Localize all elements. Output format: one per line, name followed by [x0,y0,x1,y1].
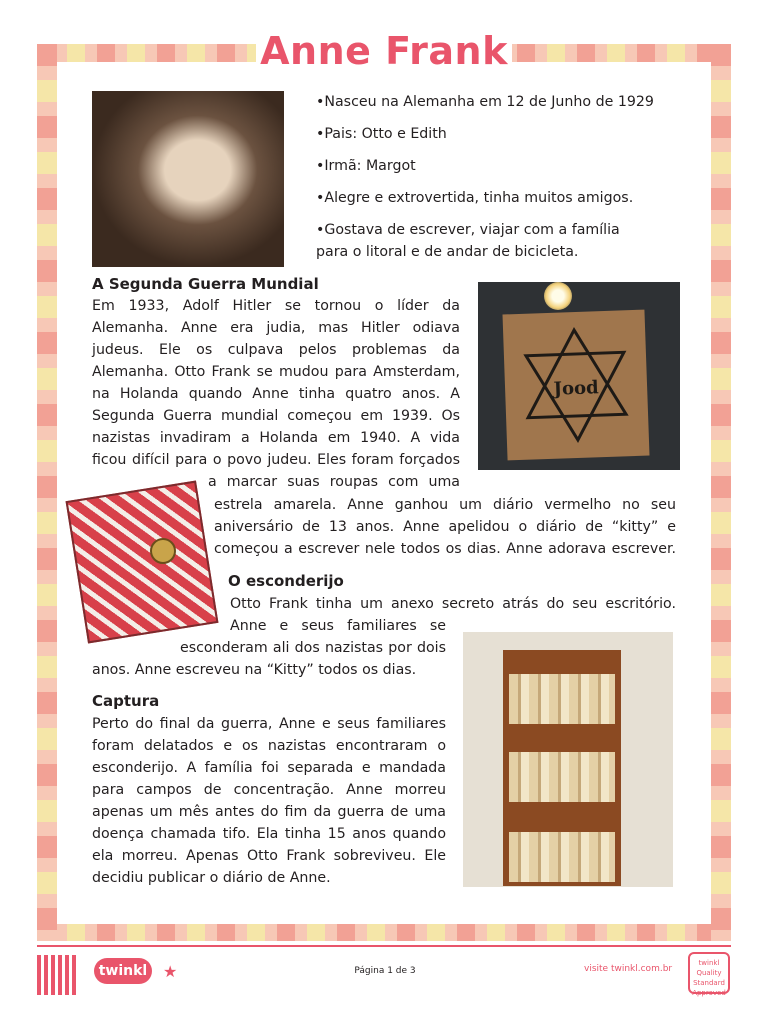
cloth-patch [502,310,649,461]
star-of-david-icon [502,310,649,461]
bullet-parents: •Pais: Otto e Edith [316,126,447,142]
capture-line: para campos de concentração. Anne morreu [92,782,446,798]
bullet-personality: •Alegre e extrovertida, tinha muitos amigos. [316,190,634,206]
page-title: Anne Frank [260,29,508,73]
footer-divider [37,945,731,947]
ww2-line: Segunda Guerra mundial começou em 1939. Os [92,408,460,424]
quality-badge-icon: twinkl Quality Standard Approved [688,952,730,994]
hiding-line: anos. Anne escreveu na “Kitty” todos os dias. [92,662,417,678]
visit-link[interactable]: visite twinkl.com.br [584,964,673,974]
book-row [509,832,615,882]
twinkl-logo[interactable]: twinkl [94,958,152,984]
capture-line: Perto do final da guerra, Anne e seus familiares [92,716,446,732]
heading-hiding-place: O esconderijo [228,572,344,590]
red-diary-image [66,481,219,644]
ww2-line: judeus. Ele os culpava pelos problemas da [92,342,460,358]
capture-line: doença chamada tifo. Ela tinha 15 anos quando [92,826,446,842]
title-box [256,28,512,74]
heading-ww2: A Segunda Guerra Mundial [92,275,319,293]
bookcase-photo [463,632,673,887]
ww2-line: começou a escrever nele todos os dias. Anne adorava escrever. [214,541,676,557]
decorative-border-left [37,44,57,941]
bullet-sister: •Irmã: Margot [316,158,416,174]
bullet-hobbies: •Gostava de escrever, viajar com a família [316,222,620,238]
hiding-line: Otto Frank tinha um anexo secreto atrás do seu escritório. [230,596,676,612]
book-row [509,752,615,802]
bullet-born: •Nasceu na Alemanha em 12 de Junho de 1929 [316,94,654,110]
star-icon: ★ [163,962,178,981]
capture-line: ela morreu. Apenas Otto Frank sobreviveu. Ele [92,848,446,864]
anne-frank-photo [92,91,284,267]
ww2-line: Em 1933, Adolf Hitler se tornou o líder da [92,298,460,314]
ww2-line: ficou difícil para o povo judeu. Eles foram forçados [92,452,460,468]
star-patch-text: Jood [553,377,600,400]
heading-capture: Captura [92,692,160,710]
ww2-line: nazistas invadiram a Holanda em 1940. A vida [92,430,460,446]
ww2-line: Alemanha. Anne era judia, mas Hitler odiava [92,320,460,336]
ww2-line: na Holanda quando Anne tinha quatro anos. A [92,386,460,402]
ww2-line: Alemanha. Otto Frank se mudou para Amsterdam, [92,364,460,380]
ww2-line: a marcar suas roupas com uma [208,474,460,490]
yellow-star-patch-photo [478,282,680,470]
diary-clasp-icon [150,538,176,564]
capture-line: apenas um mês antes do fim da guerra de uma [92,804,446,820]
hiding-line: esconderam ali dos nazistas por dois [180,640,446,656]
capture-line: decidiu publicar o diário de Anne. [92,870,331,886]
ww2-line: aniversário de 13 anos. Anne apelidou o diário de “kitty” e [214,519,676,535]
qr-code-icon[interactable] [37,955,77,995]
capture-line: esconderijo. A família foi separada e mandada [92,760,446,776]
bullet-hobbies-cont: para o litoral e de andar de bicicleta. [316,244,579,260]
ww2-line: estrela amarela. Anne ganhou um diário vermelho no seu [214,497,676,513]
decorative-border-right [711,44,731,941]
hiding-line: Anne e seus familiares se [230,618,446,634]
page-number: Página 1 de 3 [354,966,416,976]
capture-line: foram delatados e os nazistas encontraram o [92,738,446,754]
book-row [509,674,615,724]
candle-icon [544,282,572,310]
